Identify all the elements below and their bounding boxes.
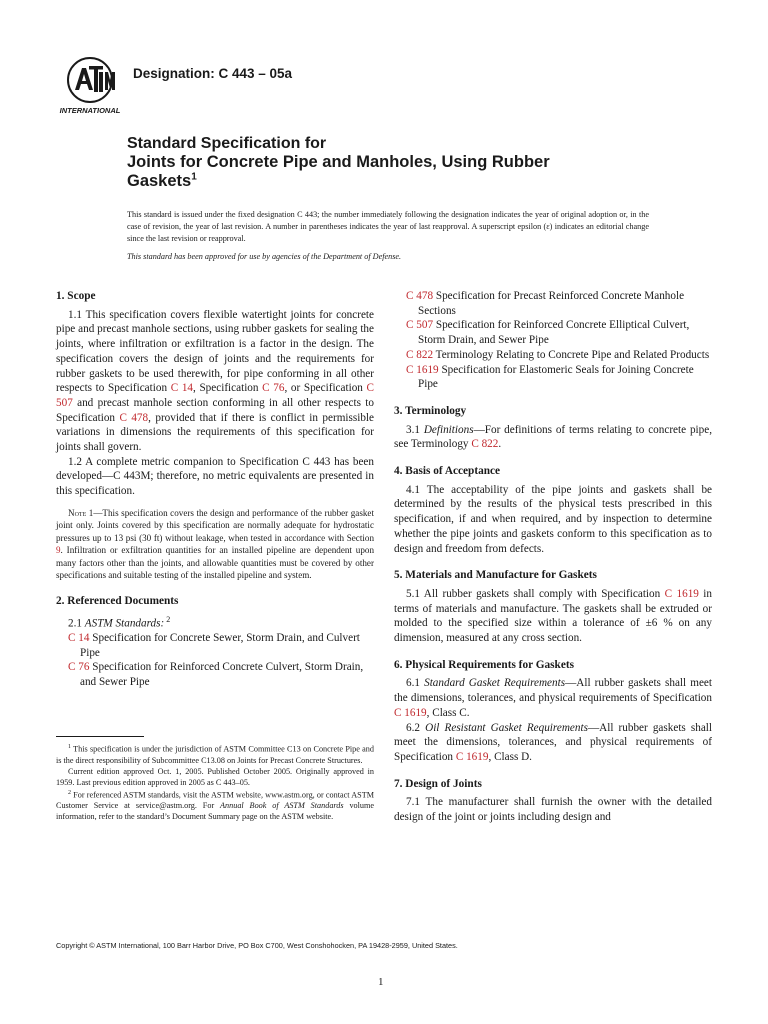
ref-item xyxy=(394,363,712,392)
label: ASTM Standards: xyxy=(84,617,165,630)
ref-link-c76[interactable]: C 76 xyxy=(262,382,285,395)
section-3-1 xyxy=(394,423,712,452)
astm-logo xyxy=(58,56,122,116)
title-line-2: Joints for Concrete Pipe and Manholes, Using Rubber xyxy=(127,153,550,171)
section-4-1: 4.1 The acceptability of the pipe joints and gaskets shall be determined by the results of the physical tests prescribed in this specification, if and when required, and by inspection to determine whether the pipe joints and gaskets conform to this specification as to design and freedom from defects. xyxy=(394,483,712,555)
text: 1.1 This specification covers flexible watertight joints for concrete pipe and precast manhole sections, using rubber gaskets for sealing the joints, where infiltration or exfiltration is a factor in the design. The specification covers the design of joints and the requirements for rubber gaskets to be used therewith, for pipe conforming in all other respects to Specification xyxy=(56,308,374,395)
ref-title: Specification for Concrete Sewer, Storm Drain, and Culvert Pipe xyxy=(80,631,360,659)
ref-link-c478[interactable]: C 478 xyxy=(406,290,434,302)
text: volume information, refer to the standard’s Document Summary page on the ASTM website. xyxy=(56,801,375,822)
approval-note: This standard has been approved for use by agencies of the Department of Defense. xyxy=(127,252,402,261)
section-3-heading: 3. Terminology xyxy=(394,404,467,417)
note-1 xyxy=(56,507,374,582)
right-column xyxy=(394,289,712,825)
copyright-notice: Copyright © ASTM International, 100 Barr Harbor Drive, PO Box C700, West Conshohocken, PA 19428-2959, United States. xyxy=(56,941,458,950)
footnotes xyxy=(56,742,374,822)
left-column xyxy=(56,289,374,690)
ref-link-c1619[interactable]: C 1619 xyxy=(394,706,427,719)
ref-link-c76[interactable]: C 76 xyxy=(68,661,90,674)
footnote-ref-2[interactable]: 2 xyxy=(164,614,171,624)
designation: Designation: C 443 – 05a xyxy=(133,66,293,81)
ref-link-c507[interactable]: C 507 xyxy=(406,319,434,332)
ref-link-c14[interactable]: C 14 xyxy=(68,631,90,644)
text: , Class D. xyxy=(488,750,532,763)
text: , provided that if there is conflict in permissible variations in dimensions the requirements of this specification for joints shall govern. xyxy=(56,411,374,454)
ref-item xyxy=(56,660,374,689)
footnote-divider xyxy=(56,736,144,737)
ref-title: Specification for Reinforced Concrete Elliptical Culvert, Storm Drain, and Sewer Pipe xyxy=(418,319,690,347)
ref-link-section-9[interactable]: 9 xyxy=(56,545,61,556)
ref-title: Specification for Elastomeric Seals for Joining Concrete Pipe xyxy=(418,363,694,391)
ref-link-c822[interactable]: C 822 xyxy=(406,348,434,361)
text: 6.1 xyxy=(406,677,425,690)
section-7-1: 7.1 The manufacturer shall furnish the owner with the detailed design of the joint or joints including design and xyxy=(394,796,712,824)
text: . xyxy=(498,438,502,451)
text: , Specification xyxy=(193,382,263,395)
ref-link-c14[interactable]: C 14 xyxy=(170,382,194,395)
text: —All rubber gaskets shall meet the dimensions, tolerances, and physical requirements of Specification xyxy=(394,677,712,705)
text: 5.1 All rubber gaskets shall comply with Specification xyxy=(406,587,665,600)
footnote-1b: Current edition approved Oct. 1, 2005. Published October 2005. Originally approved in 1959. Last previous edition approved in 2005 as C 443–05. xyxy=(56,766,374,787)
section-1-heading: 1. Scope xyxy=(56,290,96,302)
section-6-1 xyxy=(394,676,712,720)
text: 6.2 xyxy=(406,721,426,734)
section-5-heading: 5. Materials and Manufacture for Gaskets xyxy=(394,569,597,582)
text: 3.1 xyxy=(406,423,424,436)
label: Definitions xyxy=(423,423,474,436)
title-line-1: Standard Specification for xyxy=(127,135,327,152)
section-1-2: 1.2 A complete metric companion to Specification C 443 has been developed—C 443M; therefore, no metric equivalents are presented in this specification. xyxy=(56,455,374,498)
ref-link-c1619[interactable]: C 1619 xyxy=(664,587,699,600)
ref-item xyxy=(56,631,374,660)
title-line-3-text: Gaskets xyxy=(127,172,192,190)
ref-link-c478[interactable]: C 478 xyxy=(119,411,149,424)
ref-title: Terminology Relating to Concrete Pipe and Related Products xyxy=(433,348,710,361)
ref-item xyxy=(394,318,712,347)
section-2-heading: 2. Referenced Documents xyxy=(56,594,179,607)
footnote-marker: 2 xyxy=(68,789,71,796)
text: —For definitions of terms relating to concrete pipe, see Terminology xyxy=(394,423,712,451)
text: —All rubber gaskets shall meet the dimensions, tolerances, and physical requirements of Specification xyxy=(394,721,713,763)
footnote-marker: 1 xyxy=(68,744,71,750)
text: This specification is under the jurisdiction of ASTM Committee C13 on Concrete Pipe and is the direct responsibility of Subcommittee C13.08 on Joints for Precast Concrete Structures. xyxy=(56,744,374,765)
section-7-heading: 7. Design of Joints xyxy=(394,777,482,790)
title-line-3 xyxy=(127,172,687,191)
astm-logo-graphic xyxy=(58,56,122,116)
ref-title: Specification for Reinforced Concrete Culvert, Storm Drain, and Sewer Pipe xyxy=(80,661,364,689)
section-2-1 xyxy=(56,613,374,631)
ref-link-c507[interactable]: C 507 xyxy=(56,382,375,409)
footnote-2 xyxy=(56,788,374,823)
text: For referenced ASTM standards, visit the ASTM website, www.astm.org, or contact ASTM Customer Service at service@astm.org. For xyxy=(56,790,374,811)
title-footnote-ref[interactable]: 1 xyxy=(191,171,197,183)
document-title xyxy=(127,134,687,191)
intro-paragraph: This standard is issued under the fixed designation C 443; the number immediately following the designation indicates the year of original adoption or, in the case of revision, the year of last revision. A number in parentheses indicates the year of last reapproval. A superscript epsilon (ε) indicates an editorial change since the last revision or reapproval. xyxy=(127,210,649,243)
text: in terms of materials and manufacture. The gaskets shall be extruded or molded to the specified size within a tolerance of ±6 % on any dimension, measured at any cross section. xyxy=(394,587,712,645)
section-6-2 xyxy=(394,721,712,765)
note-label: Note xyxy=(68,507,87,518)
section-1-1 xyxy=(56,308,374,455)
ref-link-c1619[interactable]: C 1619 xyxy=(455,750,489,763)
text: Annual Book of ASTM Standards xyxy=(220,801,344,811)
section-4-heading: 4. Basis of Acceptance xyxy=(394,465,501,478)
section-6-heading: 6. Physical Requirements for Gaskets xyxy=(394,658,575,671)
text: 2.1 xyxy=(68,617,85,630)
text: and precast manhole section conforming in all other respects to Specification xyxy=(56,396,374,424)
section-5-1 xyxy=(394,587,712,646)
label: Standard Gasket Requirements xyxy=(424,677,566,690)
label: Oil Resistant Gasket Requirements xyxy=(425,721,588,734)
footnote-1 xyxy=(56,742,374,766)
text: , Class C. xyxy=(426,706,470,719)
logo-subtext: INTERNATIONAL xyxy=(59,106,121,115)
text: 1—This specification covers the design and performance of the rubber gasket joint only. Joints covered by this specification are normally adequate for hydrostatic pressures up to 13 psi (30 ft) without leakage, when tested in accordance with Section xyxy=(56,507,374,543)
ref-link-c1619[interactable]: C 1619 xyxy=(406,363,439,376)
text: . Infiltration or exfiltration quantities for an installed pipeline are dependent upon many factors other than the joints, and allowable quantities must be covered by other specifications and suitable testing of the installed pipeline and system. xyxy=(56,545,374,581)
text: , or Specification xyxy=(284,382,367,395)
ref-title: Specification for Precast Reinforced Concrete Manhole Sections xyxy=(418,290,685,317)
ref-item xyxy=(394,289,712,318)
ref-item xyxy=(394,348,712,363)
ref-link-c822[interactable]: C 822 xyxy=(471,438,499,451)
page-number: 1 xyxy=(378,976,384,988)
